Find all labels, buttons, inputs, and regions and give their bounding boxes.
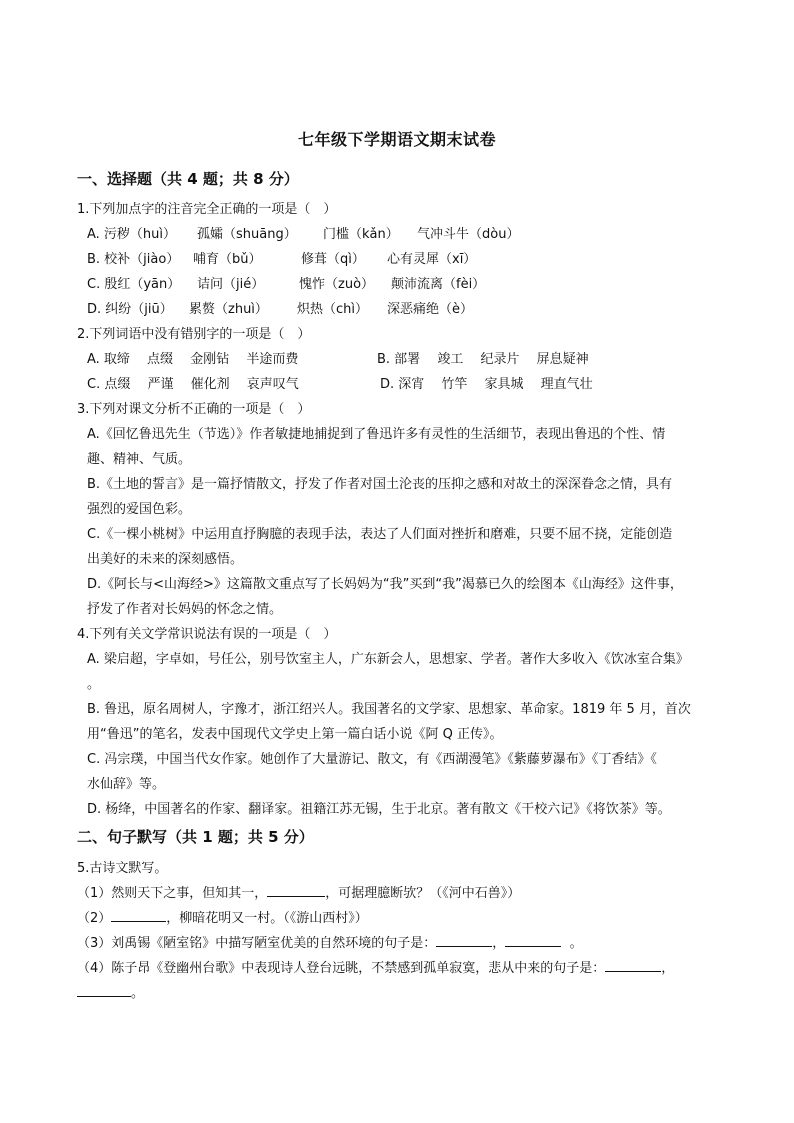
- q1-b-4: 心有灵犀（xī）: [387, 252, 477, 267]
- q2-option-b: B. 部署 竣工 纪录片 屏息疑神: [377, 352, 589, 367]
- q5-s3-blank-1[interactable]: [436, 934, 492, 947]
- q2-stem: 2.下列词语中没有错别字的一项是（ ）: [77, 327, 311, 342]
- q3-option-d-line1: D.《阿长与<山海经>》这篇散文重点写了长妈妈为“我”买到“我”渴慕已久的绘图本《山海经》这件事，: [87, 577, 683, 592]
- q5-s4-prefix: （4）陈子昂《登幽州台歌》中表现诗人登台远眺，不禁感到孤单寂寞，悲从中来的句子是：: [77, 961, 606, 976]
- q1-option-d: [87, 301, 473, 319]
- q5-s1-suffix: ，可据理臆断欤？（《河中石兽》）: [325, 886, 521, 901]
- q1-a-3: 门槛（kǎn）: [323, 227, 399, 242]
- q4-option-a-line1: A. 梁启超，字卓如，号任公，别号饮室主人，广东新会人，思想家、学者。著作大多收入《饮冰室合集》: [87, 652, 689, 667]
- q1-c-3: 愧怍（zuò）: [299, 277, 375, 292]
- q4-option-b-line1: B. 鲁迅，原名周树人，字豫才，浙江绍兴人。我国著名的文学家、思想家、革命家。1819 年 5 月，首次: [87, 702, 691, 717]
- q2-option-d: D. 深宵 竹竿 家具城 理直气壮: [380, 377, 593, 392]
- q5-stem: 5.古诗文默写。: [77, 861, 168, 876]
- section-heading-choice: 一、选择题（共 4 题；共 8 分）: [77, 170, 299, 188]
- q5-s4-end: 。: [131, 986, 145, 1001]
- q5-sentence-4-line1: [77, 959, 674, 978]
- q5-s1-prefix: （1）然则天下之事，但知其一，: [77, 886, 268, 901]
- page-title: 七年级下学期语文期末试卷: [297, 130, 496, 149]
- q3-option-d-line2: 抒发了作者对长妈妈的怀念之情。: [87, 602, 283, 617]
- q1-c-1: C. 殷红（yān）: [87, 277, 181, 292]
- q4-option-a-line2: 。: [87, 677, 101, 692]
- q5-s4-blank-1[interactable]: [605, 959, 661, 972]
- q3-option-a-line2: 趣、精神、气质。: [87, 452, 192, 467]
- q1-b-3: 修葺（qì）: [301, 252, 365, 267]
- q2-option-c: C. 点缀 严谨 催化剂 哀声叹气: [87, 377, 299, 392]
- q1-option-b: [87, 251, 476, 269]
- q1-d-4: 深恶痛绝（è）: [387, 302, 473, 317]
- q3-stem: 3.下列对课文分析不正确的一项是（ ）: [77, 402, 311, 417]
- q5-s3-prefix: （3）刘禹锡《陋室铭》中描写陋室优美的自然环境的句子是：: [77, 936, 437, 951]
- q5-s4-blank-2[interactable]: [77, 984, 131, 997]
- q1-d-1: D. 纠纷（jiū）: [87, 302, 173, 317]
- q4-option-b-line2: 用“鲁迅”的笔名，发表中国现代文学史上第一篇白话小说《阿 Q 正传》。: [87, 727, 503, 742]
- q1-b-1: B. 校补（jiào）: [87, 252, 180, 267]
- q3-option-b-line1: B.《土地的誓言》是一篇抒情散文，抒发了作者对国土沦丧的压抑之感和对故土的深深眷念之情，具有: [87, 477, 673, 492]
- q5-s2-suffix: ，柳暗花明又一村。（《游山西村》）: [166, 911, 368, 926]
- q1-c-4: 颠沛流离（fèi）: [391, 277, 486, 292]
- q1-d-2: 累赘（zhuì）: [189, 302, 268, 317]
- q1-stem: 1.下列加点字的注音完全正确的一项是（ ）: [77, 202, 337, 217]
- q4-option-d-line1: D. 杨绛，中国著名的作家、翻译家。祖籍江苏无锡，生于北京。著有散文《干校六记》《将饮茶》等。: [87, 802, 671, 817]
- q5-s1-blank[interactable]: [267, 884, 325, 897]
- q3-option-a-line1: A.《回忆鲁迅先生（节选）》作者敏捷地捕捉到了鲁迅许多有灵性的生活细节，表现出鲁迅的个性、情: [87, 427, 666, 442]
- q2-option-a: A. 取缔 点缀 金刚钻 半途而费: [87, 352, 299, 367]
- section-heading-dictation: 二、句子默写（共 1 题；共 5 分）: [77, 828, 314, 846]
- q1-a-4: 气冲斗牛（dòu）: [417, 227, 520, 242]
- q4-option-c-line1: C. 冯宗璞，中国当代女作家。她创作了大量游记、散文，有《西湖漫笔》《紫藤萝瀑布》《丁香结》《: [87, 752, 657, 767]
- q5-s3-end: 。: [569, 936, 583, 951]
- q1-a-2: 孤孀（shuāng）: [197, 227, 297, 242]
- q4-option-c-line2: 水仙辞》等。: [87, 777, 166, 792]
- q4-stem: 4.下列有关文学常识说法有误的一项是（ ）: [77, 627, 337, 642]
- q5-s4-comma: ，: [661, 961, 675, 976]
- q5-s2-prefix: （2）: [77, 911, 112, 926]
- q3-option-b-line2: 强烈的爱国色彩。: [87, 502, 192, 517]
- q5-sentence-3: [77, 934, 583, 953]
- q5-sentence-1: [77, 884, 520, 903]
- q1-option-a: [87, 226, 519, 244]
- q5-s2-blank[interactable]: [111, 909, 166, 922]
- q1-option-c: [87, 276, 485, 294]
- q5-s3-blank-2[interactable]: [505, 934, 561, 947]
- q5-sentence-2: [77, 909, 368, 928]
- q1-d-3: 炽热（chì）: [297, 302, 368, 317]
- q5-s3-comma: ，: [492, 936, 506, 951]
- q5-sentence-4-line2: [77, 984, 144, 1003]
- q1-b-2: 哺育（bǔ）: [193, 252, 262, 267]
- q3-option-c-line2: 出美好的未来的深刻感悟。: [87, 552, 244, 567]
- q1-a-1: A. 污秽（huì）: [87, 227, 177, 242]
- q3-option-c-line1: C.《一棵小桃树》中运用直抒胸臆的表现手法，表达了人们面对挫折和磨难，只要不屈不挠，定能创造: [87, 527, 673, 542]
- q1-c-2: 诘问（jié）: [197, 277, 265, 292]
